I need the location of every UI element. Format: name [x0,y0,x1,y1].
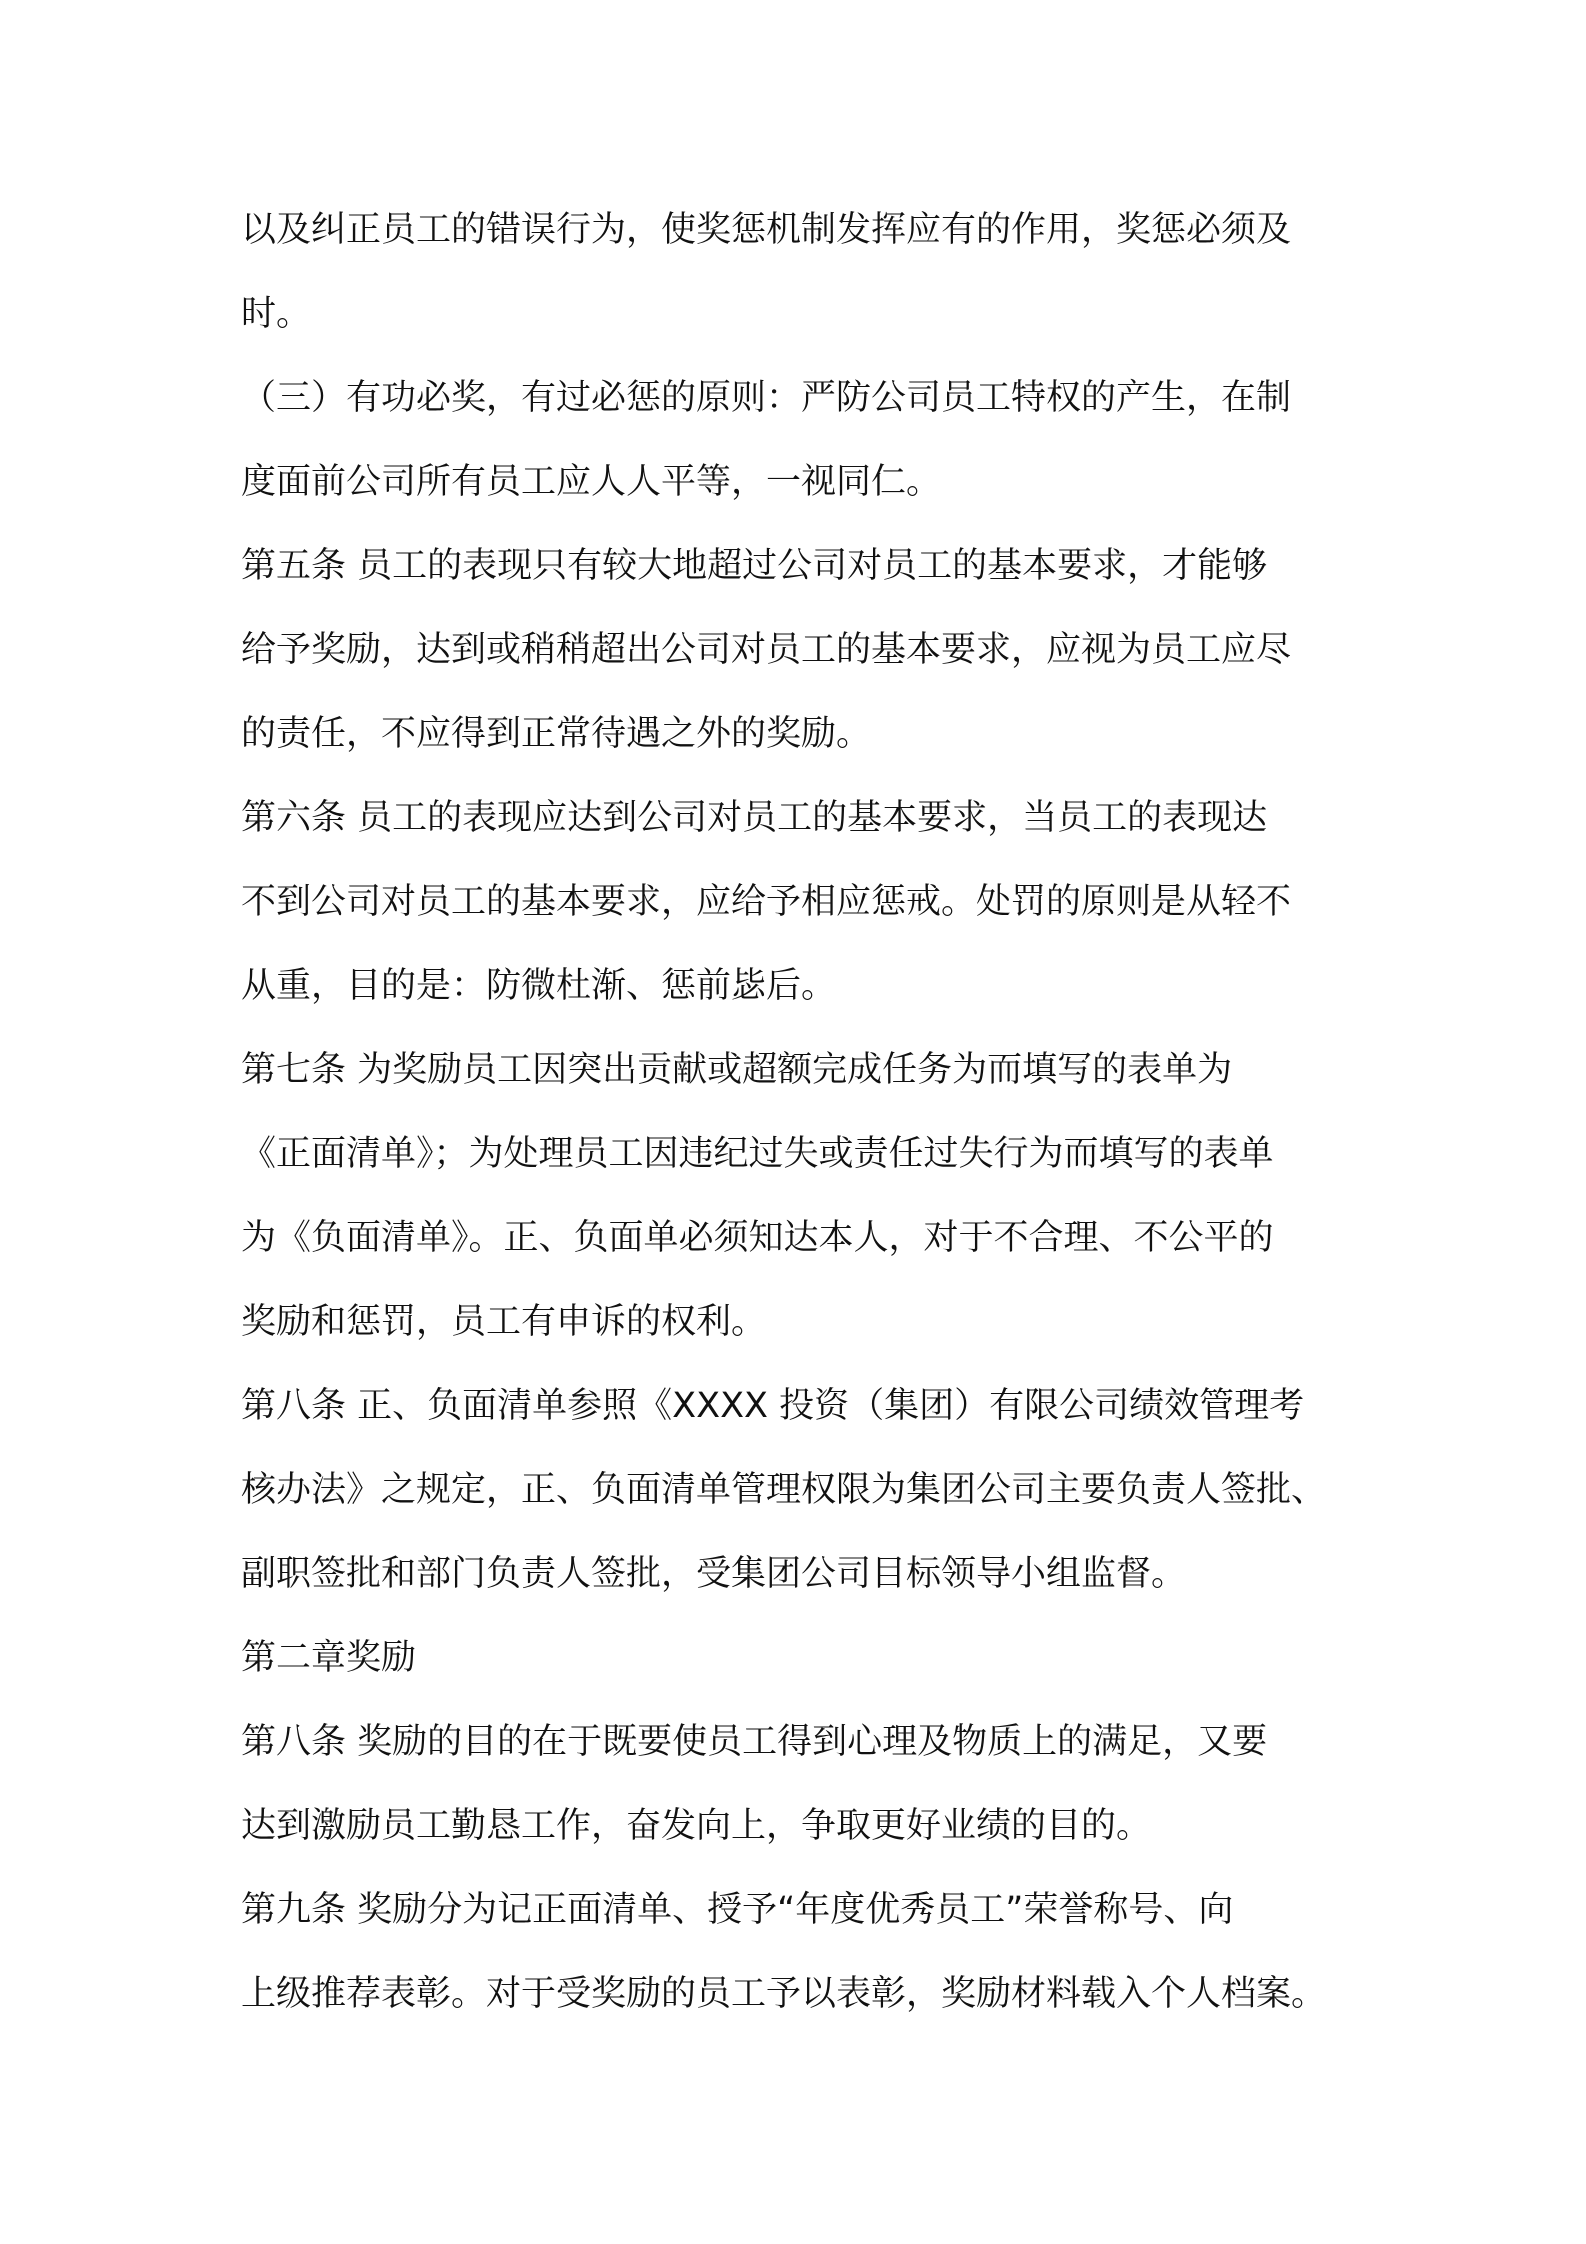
article-7-line: 第七条 为奖励员工因突出贡献或超额完成任务为而填写的表单为 [241,1050,1233,1090]
text-line: 达到激励员工勤恳工作，奋发向上，争取更好业绩的目的。 [241,1806,1152,1846]
article-5-line: 第五条 员工的表现只有较大地超过公司对员工的基本要求，才能够 [241,546,1268,586]
text-line: 给予奖励，达到或稍稍超出公司对员工的基本要求，应视为员工应尽 [241,630,1292,670]
text-line: 从重，目的是：防微杜渐、惩前毖后。 [241,966,837,1006]
text-line: 为《负面清单》。正、负面单必须知达本人，对于不合理、不公平的 [241,1218,1274,1258]
article-8b-line: 第八条 奖励的目的在于既要使员工得到心理及物质上的满足，又要 [241,1722,1268,1762]
article-6-line: 第六条 员工的表现应达到公司对员工的基本要求，当员工的表现达 [241,798,1268,838]
chapter-heading: 第二章奖励 [241,1638,417,1678]
text-line: 不到公司对员工的基本要求，应给予相应惩戒。处罚的原则是从轻不 [241,882,1292,922]
text-line: 时。 [241,294,312,334]
article-9-line: 第九条 奖励分为记正面清单、授予“年度优秀员工”荣誉称号、向 [241,1890,1234,1930]
text-line: 的责任，不应得到正常待遇之外的奖励。 [241,714,872,754]
article-8-line: 第八条 正、负面清单参照《XXXX 投资（集团）有限公司绩效管理考 [241,1386,1305,1426]
text-line: 奖励和惩罚，员工有申诉的权利。 [241,1302,767,1342]
text-line: 度面前公司所有员工应人人平等，一视同仁。 [241,462,942,502]
text-line: （三）有功必奖，有过必惩的原则：严防公司员工特权的产生，在制 [241,378,1292,418]
text-line: 《正面清单》；为处理员工因违纪过失或责任过失行为而填写的表单 [241,1134,1274,1174]
text-line: 上级推荐表彰。对于受奖励的员工予以表彰，奖励材料载入个人档案。 [241,1974,1327,2014]
text-line: 以及纠正员工的错误行为，使奖惩机制发挥应有的作用，奖惩必须及 [241,210,1292,250]
text-line: 核办法》之规定，正、负面清单管理权限为集团公司主要负责人签批、 [241,1470,1327,1510]
text-line: 副职签批和部门负责人签批，受集团公司目标领导小组监督。 [241,1554,1187,1594]
